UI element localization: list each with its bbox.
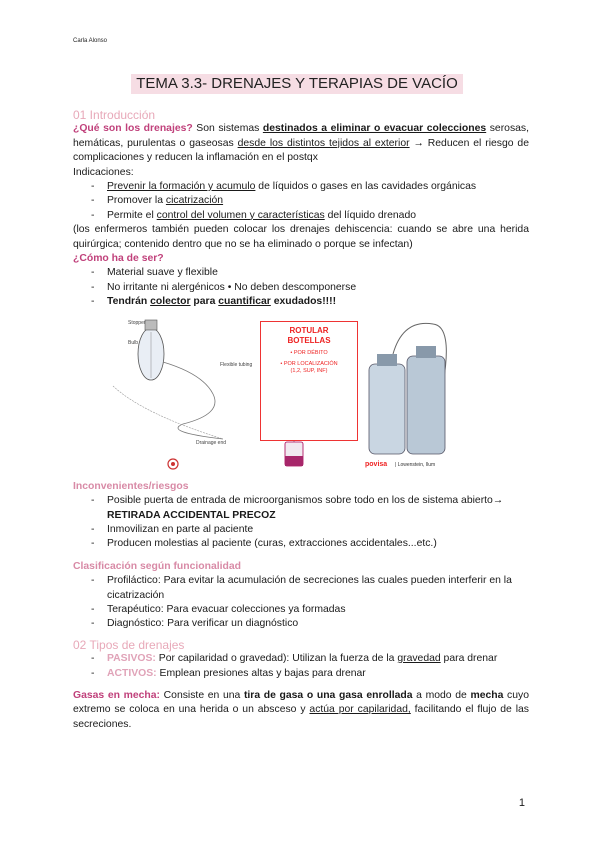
- bulb-drain-image: [113, 320, 252, 446]
- note-paragraph: (los enfermeros también pueden colocar los drenajes dehiscencia: cuando se abre una herida quirúrgica; contenido dentro que no se ha eliminado o porque se infectan): [73, 224, 529, 250]
- gasas-paragraph: Gasas en mecha: Consiste en una tira de gasa o una gasa enrollada a modo de mecha cuyo extremo se coloca en una herida o un absceso y actúa por capilaridad, facilitando el flujo de las secreciones.: [73, 689, 529, 730]
- question-how: ¿Cómo ha de ser?: [73, 253, 164, 265]
- question-what: ¿Qué son los drenajes?: [73, 123, 193, 135]
- label-bottles-box: ROTULAR BOTELLAS • POR DÉBITO • POR LOCALIZACIÓN (1,2, SUP, INF): [260, 321, 358, 441]
- list-item: - Posible puerta de entrada de microorganismos sobre todo en los de sistema abierto→ RETIRADA ACCIDENTAL PRECOZ: [73, 494, 529, 523]
- list-item: - Permite el control del volumen y características del líquido drenado: [73, 209, 529, 223]
- list-item: - ACTIVOS: Emplean presiones altas y bajas para drenar: [73, 667, 529, 681]
- page-number: 1: [518, 797, 525, 809]
- drawbacks-list: [73, 494, 529, 552]
- list-item: - Material suave y flexible: [73, 266, 529, 280]
- list-item: - Profiláctico: Para evitar la acumulación de secreciones las cuales pueden interferir en la cicatrización: [73, 574, 529, 603]
- list-item: - Prevenir la formación y acumulo de líquidos o gases en las cavidades orgánicas: [73, 180, 529, 194]
- drawbacks-heading: Inconvenientes/riesgos: [73, 480, 189, 492]
- list-item: - Promover la cicatrización: [73, 194, 529, 208]
- classification-heading: Clasificación según funcionalidad: [73, 560, 242, 572]
- section-intro-heading: 01 Introducción: [73, 108, 156, 122]
- page-title: TEMA 3.3- DRENAJES Y TERAPIAS DE VACÍO: [131, 74, 463, 94]
- indications-label: Indicaciones:: [73, 166, 134, 178]
- section-types-heading: 02 Tipos de drenajes: [73, 637, 185, 652]
- classification-list: [73, 574, 529, 632]
- list-item: - PASIVOS: Por capilaridad o gravedad): Utilizan la fuerza de la gravedad para drenar: [73, 652, 529, 666]
- red-logo-icon: [168, 459, 178, 469]
- list-item: - Producen molestias al paciente (curas, extracciones accidentales...etc.): [73, 537, 529, 551]
- label-stopper: Stopper: [128, 319, 146, 326]
- requirements-list: [73, 266, 529, 309]
- list-item: - Terapéutico: Para evacuar colecciones ya formadas: [73, 603, 529, 617]
- list-item: - Tendrán colector para cuantificar exudados!!!!: [73, 295, 529, 309]
- label-bulb: Bulb: [128, 339, 139, 346]
- brand-subtitle: | Lowenstein, Ilum: [395, 461, 436, 468]
- brand-logo: povisa: [365, 460, 388, 468]
- document-body: [73, 106, 529, 732]
- types-list: [73, 652, 529, 681]
- list-item: - No irritante ni alergénicos • No deben descomponerse: [73, 281, 529, 295]
- list-item: - Diagnóstico: Para verificar un diagnóstico: [73, 617, 529, 631]
- vacuum-bottles-image: [365, 323, 446, 468]
- indications-list: [73, 180, 529, 223]
- author-name: Carla Alonso: [73, 38, 108, 44]
- definition-paragraph: ¿Qué son los drenajes? Son sistemas destinados a eliminar o evacuar colecciones serosas, hemáticas, purulentas o gaseosas desde los distintos tejidos al exterior → Reducen el riesgo de complicaciones y reducen la inflamación en el postqx: [73, 123, 529, 164]
- drainage-figure: [73, 314, 529, 474]
- label-drainage-end: Drainage end: [196, 439, 227, 446]
- label-tubing: Flexible tubing: [220, 361, 253, 368]
- list-item: - Inmovilizan en parte al paciente: [73, 523, 529, 537]
